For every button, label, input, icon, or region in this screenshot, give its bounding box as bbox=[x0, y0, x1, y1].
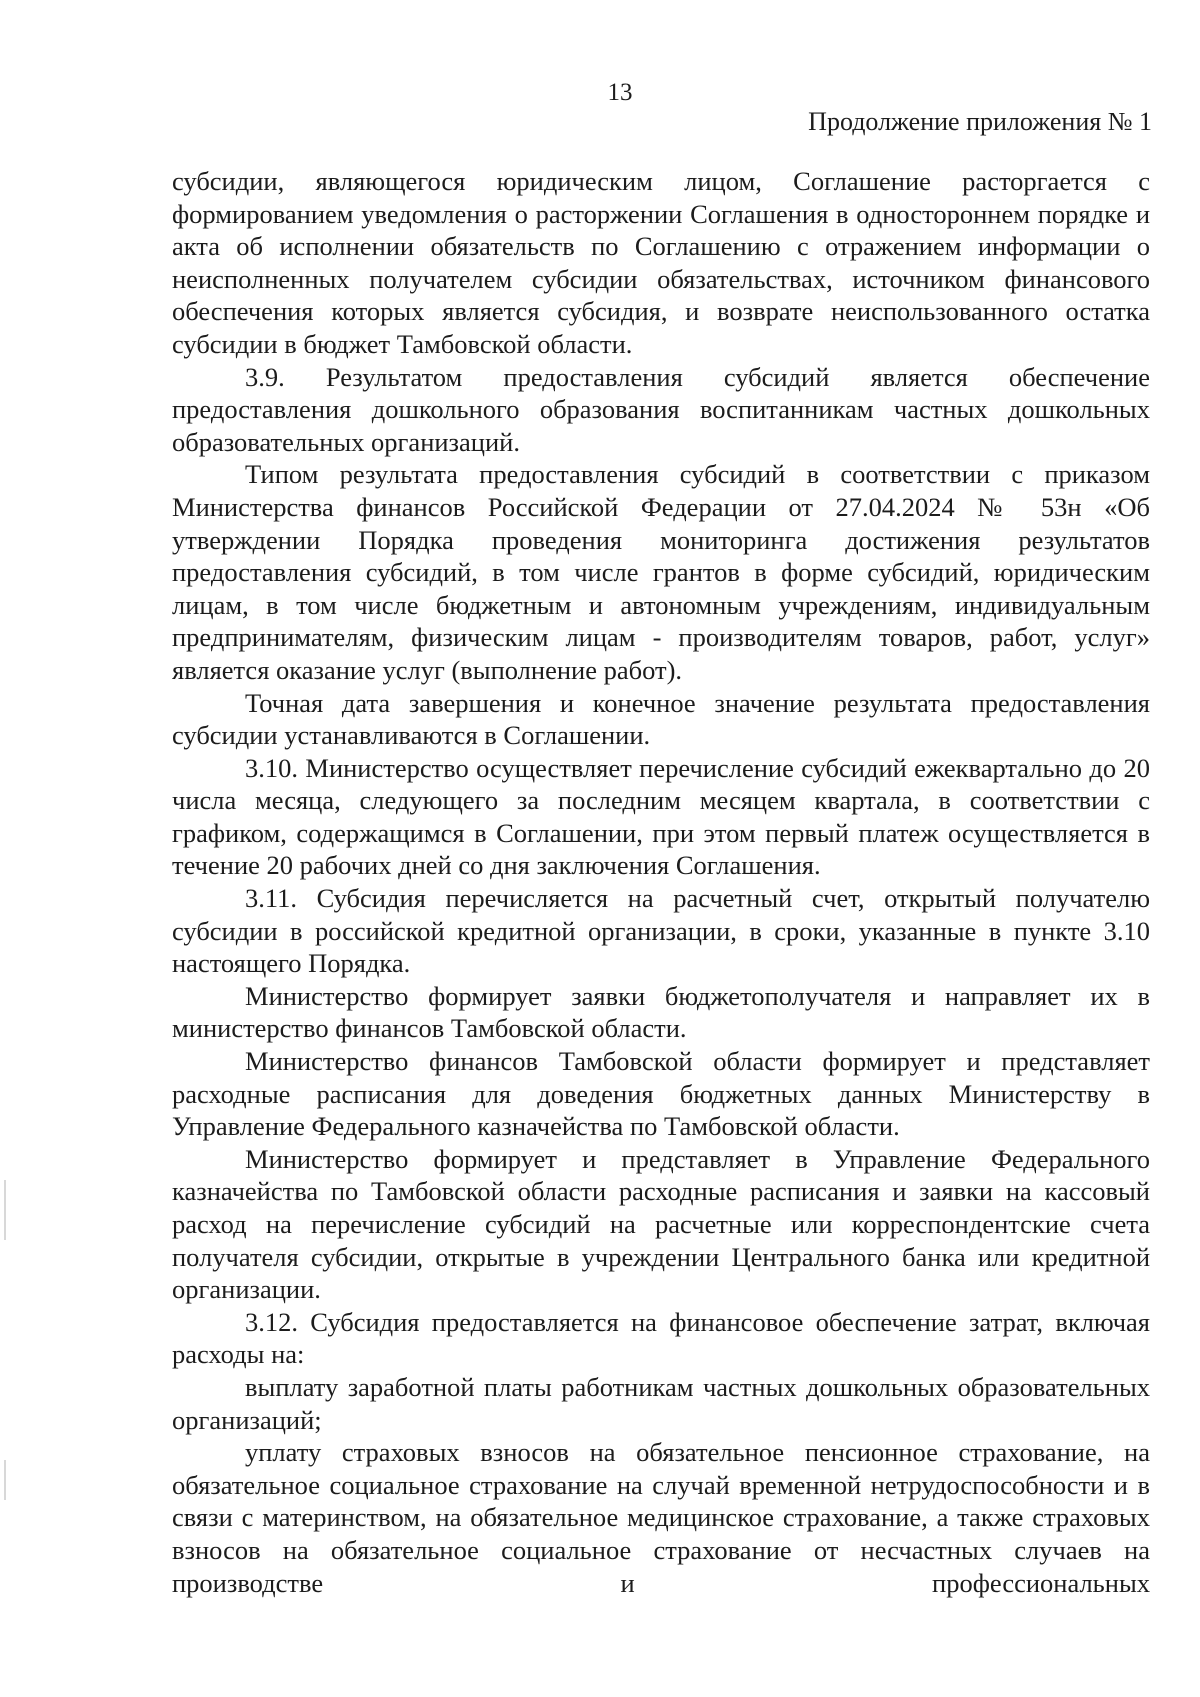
paragraph-continuation: субсидии, являющегося юридическим лицом, Соглашение расторгается с формированием уведомления о расторжении Соглашения в одностороннем порядке и акта об исполнении обязательств по Соглашению с отражением информации о неисполненных получателем субсидии обязательствах, источником финансового обеспечения которых является субсидия, и возврате неиспользованного остатка субсидии в бюджет Тамбовской области. bbox=[172, 166, 1150, 359]
running-header: Продолжение приложения № 1 bbox=[808, 107, 1152, 136]
paragraph-finance-ministry: Министерство финансов Тамбовской области формирует и представляет расходные расписания для доведения бюджетных данных Министерству в Управление Федерального казначейства по Тамбовской области. bbox=[172, 1046, 1150, 1142]
paragraph-3-9: 3.9. Результатом предоставления субсидий является обеспечение предоставления дошкольного образования воспитанникам частных дошкольных образовательных организаций. bbox=[172, 361, 1150, 457]
paragraph-ministry-requests: Министерство формирует заявки бюджетополучателя и направляет их в министерство финансов Тамбовской области. bbox=[172, 980, 1150, 1044]
page-number: 13 bbox=[607, 79, 633, 106]
paragraph-3-11: 3.11. Субсидия перечисляется на расчетный счет, открытый получателю субсидии в российской кредитной организации, в сроки, указанные в пункте 3.10 настоящего Порядка. bbox=[172, 883, 1150, 979]
paragraph-treasury: Министерство формирует и представляет в Управление Федерального казначейства по Тамбовской области расходные расписания и заявки на кассовый расход на перечисление субсидий на расчетные или корреспондентские счета получателя субсидии, открытые в учреждении Центрального банка или кредитной организации. bbox=[172, 1143, 1150, 1305]
paragraph-3-12: 3.12. Субсидия предоставляется на финансовое обеспечение затрат, включая расходы на: bbox=[172, 1306, 1150, 1370]
paragraph-insurance: уплату страховых взносов на обязательное пенсионное страхование, на обязательное социальное страхование на случай временной нетрудоспособности и в связи с материнством, на обязательное медицинское страхование, а также страховых взносов на обязательное социальное страхование от несчастных случаев на производстве и профессиональных bbox=[172, 1437, 1150, 1598]
body-text bbox=[172, 165, 1150, 1599]
scan-edge-mark bbox=[4, 1180, 6, 1240]
paragraph-3-10: 3.10. Министерство осуществляет перечисление субсидий ежеквартально до 20 числа месяца, следующего за последним месяцем квартала, в соответствии с графиком, содержащимся в Соглашении, при этом первый платеж осуществляется в течение 20 рабочих дней со дня заключения Соглашения. bbox=[172, 752, 1150, 881]
paragraph-completion-date: Точная дата завершения и конечное значение результата предоставления субсидии устанавливаются в Соглашении. bbox=[172, 687, 1150, 751]
paragraph-salary: выплату заработной платы работникам частных дошкольных образовательных организаций; bbox=[172, 1371, 1150, 1435]
paragraph-result-type: Типом результата предоставления субсидий в соответствии с приказом Министерства финансов Российской Федерации от 27.04.2024 № 53н «Об утверждении Порядка проведения мониторинга достижения результатов предоставления субсидий, в том числе грантов в форме субсидий, юридическим лицам, в том числе бюджетным и автономным учреждениям, индивидуальным предпринимателям, физическим лицам - производителям товаров, работ, услуг» является оказание услуг (выполнение работ). bbox=[172, 459, 1150, 685]
scan-edge-mark bbox=[4, 1460, 6, 1500]
